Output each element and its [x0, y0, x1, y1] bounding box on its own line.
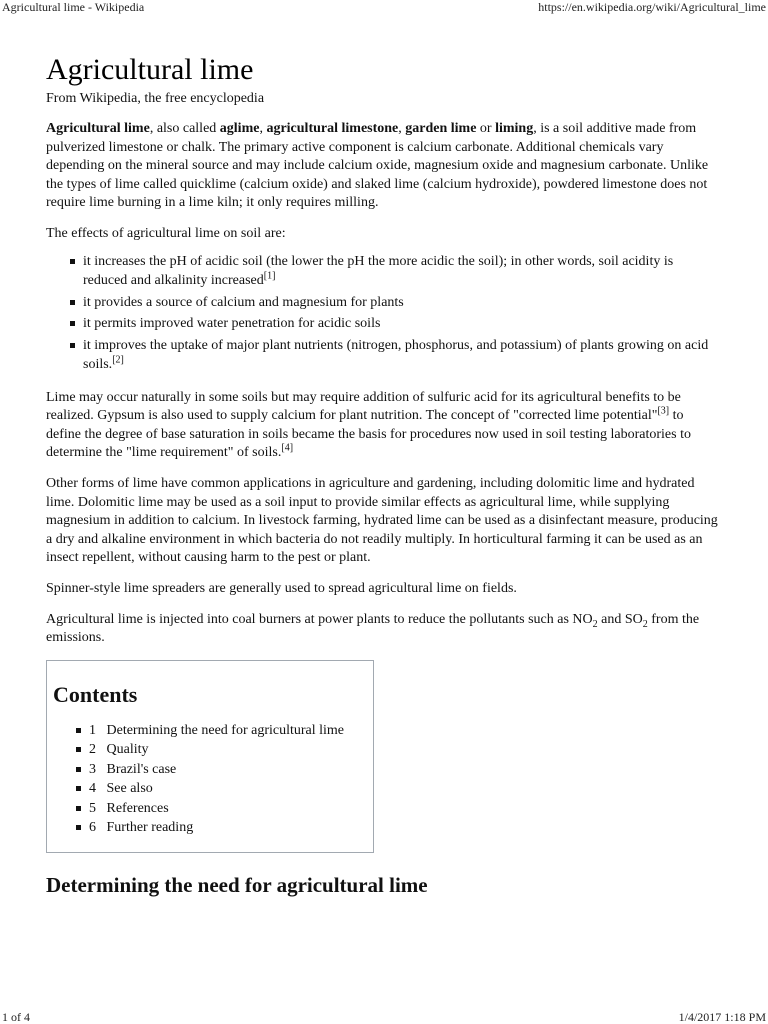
- effect-text: it permits improved water penetration for acidic soils: [83, 316, 381, 332]
- toc-number: 4: [89, 781, 96, 797]
- toc-link[interactable]: See also: [106, 781, 153, 797]
- toc-link[interactable]: Brazil's case: [106, 761, 177, 777]
- print-footer: [0, 1010, 768, 1024]
- toc-item[interactable]: [53, 799, 373, 819]
- citation-link[interactable]: [3]: [657, 405, 670, 417]
- toc-heading: Contents: [53, 681, 138, 707]
- toc-link[interactable]: Determining the need for agricultural lime: [106, 722, 345, 738]
- toc-link[interactable]: References: [106, 800, 169, 816]
- toc-number: 6: [89, 820, 96, 836]
- article-content: [46, 50, 718, 899]
- subscript: 2: [642, 618, 648, 630]
- intro-text: , also called: [149, 121, 220, 136]
- intro-text: , is a soil additive made from pulverized limestone or chalk. The primary active component is calcium carbonate. Additional chemicals vary depending on the mineral source and may include calcium oxide, magnesium oxide and magnesium carbonate. Unlike the types of lime called quicklime (calcium oxide) and slaked lime (calcium hydroxide), powdered limestone does not require lime burning in a lime kiln; it only requires milling.: [46, 121, 709, 211]
- effects-list-item: [46, 293, 718, 313]
- other-forms-paragraph: Other forms of lime have common applications in agriculture and gardening, including dolomitic lime and hydrated lime. Dolomitic lime may be used as a soil input to provide similar effects as agricultural lime, while supplying magnesium in addition to calcium. In livestock farming, hydrated lime can be used as a disinfectant measure, producing a dry and alkaline environment in which bacteria do not readily multiply. In horticultural farming it can be used as an insect repellent, without causing harm to the pest or plant.: [46, 475, 718, 566]
- toc-number: 5: [89, 800, 96, 816]
- bullet-icon: [70, 343, 75, 348]
- intro-alias: liming: [495, 121, 534, 136]
- page-number: 1 of 4: [2, 1010, 30, 1024]
- bullet-icon: [70, 259, 75, 264]
- effects-intro: The effects of agricultural lime on soil are:: [46, 225, 286, 241]
- citation-link[interactable]: [1]: [263, 270, 276, 282]
- intro-alias: garden lime: [405, 121, 477, 136]
- effects-list-item: [46, 252, 718, 291]
- coal-paragraph: [46, 611, 718, 648]
- spreaders-paragraph: Spinner-style lime spreaders are generally used to spread agricultural lime on fields.: [46, 580, 517, 596]
- bullet-icon: [76, 728, 81, 733]
- gypsum-paragraph: [46, 389, 718, 463]
- bullet-icon: [70, 300, 75, 305]
- article-tagline: From Wikipedia, the free encyclopedia: [46, 91, 265, 106]
- intro-text: ,: [398, 121, 406, 136]
- toc-number: 3: [89, 761, 96, 777]
- table-of-contents: [46, 660, 374, 853]
- paragraph-text: Agricultural lime is injected into coal burners at power plants to reduce the pollutants such as NO: [46, 611, 593, 627]
- intro-paragraph: [46, 120, 718, 213]
- bullet-icon: [70, 321, 75, 326]
- intro-text: ,: [259, 121, 267, 136]
- paragraph-text: to define the degree of base saturation in soils became the basis for procedures now used in soil testing laboratories to determine the "lime requirement" of soils.: [46, 408, 691, 461]
- intro-alias: aglime: [219, 121, 260, 136]
- effects-list: [46, 252, 718, 375]
- effects-list-item: [46, 314, 718, 334]
- bullet-icon: [76, 825, 81, 830]
- bullet-icon: [76, 747, 81, 752]
- page-title: Agricultural lime: [46, 53, 254, 86]
- effect-text: it increases the pH of acidic soil (the lower the pH the more acidic the soil); in other words, soil acidity is reduced and alkalinity increased: [83, 253, 674, 289]
- subscript: 2: [592, 618, 598, 630]
- section-heading: Determining the need for agricultural lime: [46, 872, 428, 897]
- print-header-url[interactable]: https://en.wikipedia.org/wiki/Agricultural_lime: [538, 0, 766, 14]
- intro-alias: agricultural limestone: [266, 121, 399, 136]
- toc-number: 1: [89, 722, 96, 738]
- bullet-icon: [76, 806, 81, 811]
- toc-link[interactable]: Further reading: [106, 820, 194, 836]
- print-header: [0, 0, 768, 18]
- toc-list: [53, 721, 373, 838]
- paragraph-text: from the emissions.: [46, 611, 700, 646]
- intro-term: Agricultural lime: [46, 121, 150, 136]
- citation-link[interactable]: [4]: [281, 442, 294, 454]
- toc-item[interactable]: [53, 721, 373, 741]
- toc-item[interactable]: [53, 818, 373, 838]
- bullet-icon: [76, 767, 81, 772]
- effects-list-item: [46, 336, 718, 375]
- toc-link[interactable]: Quality: [106, 742, 149, 758]
- effect-text: it improves the uptake of major plant nutrients (nitrogen, phosphorus, and potassium) of plants growing on acid soils.: [83, 337, 709, 373]
- effect-text: it provides a source of calcium and magnesium for plants: [83, 294, 404, 310]
- toc-item[interactable]: [53, 779, 373, 799]
- bullet-icon: [76, 786, 81, 791]
- paragraph-text: and SO: [597, 611, 643, 627]
- intro-text: or: [476, 121, 496, 136]
- toc-number: 2: [89, 742, 96, 758]
- citation-link[interactable]: [2]: [112, 354, 124, 366]
- print-datetime: 1/4/2017 1:18 PM: [678, 1010, 766, 1024]
- toc-item[interactable]: [53, 740, 373, 760]
- toc-item[interactable]: [53, 760, 373, 780]
- print-header-title: Agricultural lime - Wikipedia: [2, 0, 145, 14]
- paragraph-text: Lime may occur naturally in some soils but may require addition of sulfuric acid for its agricultural benefits to be realized. Gypsum is also used to supply calcium for plant nutrition. The concept of "corrected lime potential": [46, 389, 681, 424]
